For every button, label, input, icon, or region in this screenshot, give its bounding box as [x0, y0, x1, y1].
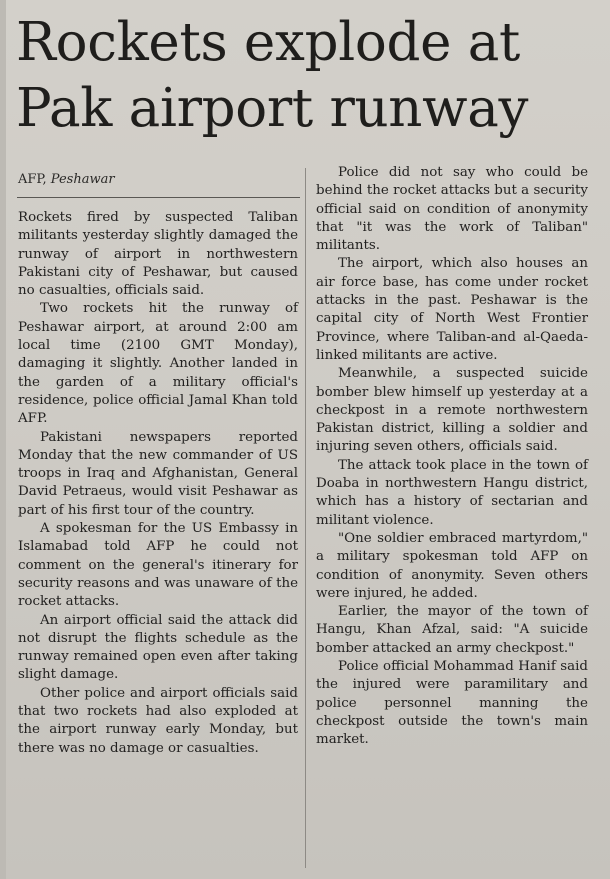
paragraph: Police official Mohammad Hanif said the injured were paramilitary and police personnel manning the checkpost outside the town's main market.: [316, 659, 588, 748]
page-edge: [0, 0, 6, 879]
left-column: [18, 209, 298, 758]
headline: [16, 10, 606, 142]
byline-divider: [17, 197, 300, 198]
right-column: [316, 164, 588, 750]
paragraph: The airport, which also houses an air force base, has come under rocket attacks in the past. Peshawar is the capital city of North West Frontier Province, where Taliban-and al-Qaeda-linked militants are active.: [316, 256, 588, 363]
paragraph: "One soldier embraced martyrdom," a military spokesman told AFP on condition of anonymity. Seven others were injured, he added.: [316, 530, 588, 601]
headline-line-2: Pak airport runway: [16, 78, 529, 139]
paragraph: Two rockets hit the runway of Peshawar airport, at around 2:00 am local time (2100 GMT Monday), damaging it slightly. Another landed in the garden of a military official's residence, police official Jamal Khan told AFP.: [18, 301, 298, 427]
paragraph: Pakistani newspapers reported Monday that the new commander of US troops in Iraq and Afghanistan, General David Petraeus, would visit Peshawar as part of his first tour of the country.: [18, 429, 298, 518]
paragraph: Rockets fired by suspected Taliban militants yesterday slightly damaged the runway of airport in northwestern Pakistani city of Peshawar, but caused no casualties, officials said.: [18, 210, 298, 299]
paragraph: An airport official said the attack did not disrupt the flights schedule as the runway remained open even after taking slight damage.: [18, 612, 298, 683]
column-divider: [305, 168, 306, 868]
paragraph: Earlier, the mayor of the town of Hangu, Khan Afzal, said: "A suicide bomber attacked an army checkpost.": [316, 604, 588, 656]
paragraph: The attack took place in the town of Doaba in northwestern Hangu district, which has a history of sectarian and militant violence.: [316, 457, 588, 528]
paragraph: Meanwhile, a suspected suicide bomber blew himself up yesterday at a checkpost in a remote northwestern Pakistan district, killing a soldier and injuring seven others, officials said.: [316, 366, 588, 455]
paragraph: Police did not say who could be behind the rocket attacks but a security official said on condition of anonymity that "it was the work of Taliban" militants.: [316, 165, 588, 254]
paragraph: Other police and airport officials said that two rockets had also exploded at the airport runway early Monday, but there was no damage or casualties.: [18, 685, 298, 756]
headline-line-1: Rockets explode at: [16, 12, 521, 73]
byline-agency: AFP,: [18, 172, 47, 187]
paragraph: A spokesman for the US Embassy in Islamabad told AFP he could not comment on the general's itinerary for security reasons and was unaware of the rocket attacks.: [18, 521, 298, 610]
byline-place: Peshawar: [50, 172, 115, 187]
byline: [18, 172, 115, 187]
